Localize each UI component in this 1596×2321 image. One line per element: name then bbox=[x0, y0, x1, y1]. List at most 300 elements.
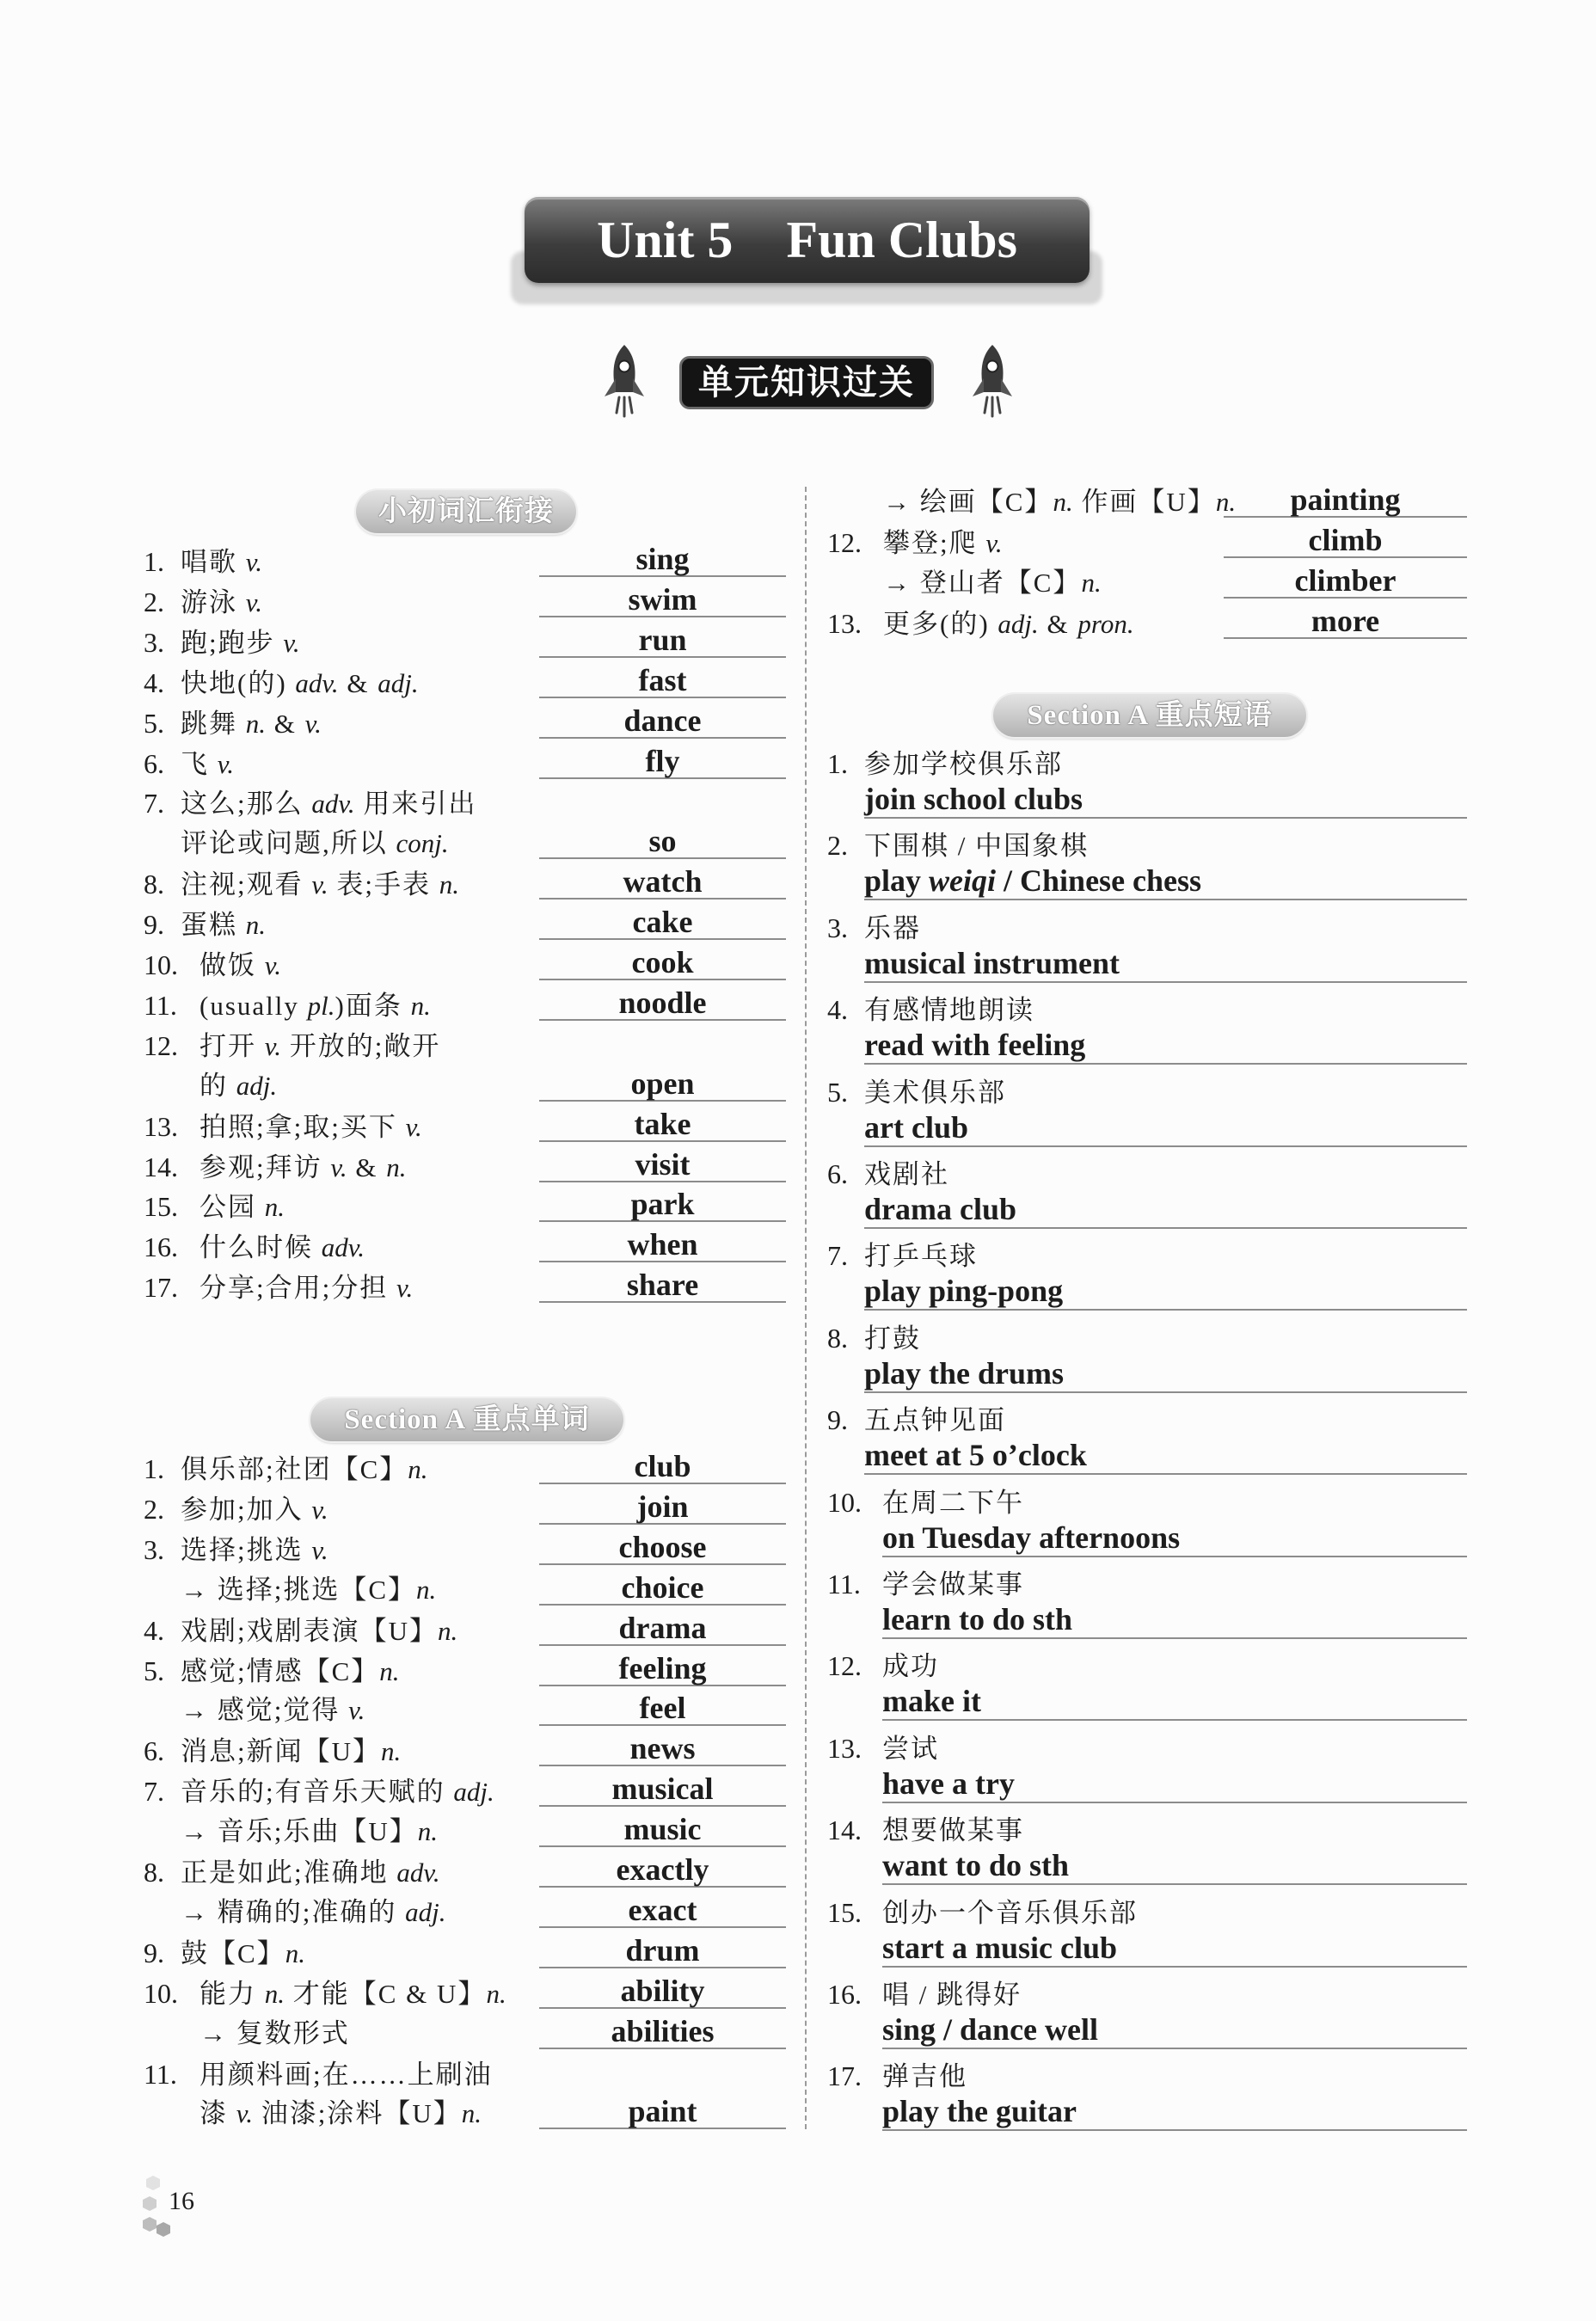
item-number: 8. bbox=[827, 1322, 848, 1354]
rocket-icon bbox=[597, 342, 652, 418]
part-of-speech: v. bbox=[396, 1273, 414, 1304]
item-number: 5. bbox=[144, 1655, 164, 1686]
vocab-row bbox=[144, 1892, 446, 1933]
part-of-speech: adv. bbox=[311, 789, 355, 820]
vocab-row bbox=[144, 1106, 422, 1147]
vocab-meaning bbox=[181, 749, 234, 779]
meaning-text: (usually bbox=[200, 990, 308, 1021]
meaning-text: → 精确的;准确的 bbox=[181, 1896, 406, 1927]
phrase-text: join school clubs bbox=[864, 782, 1083, 816]
phrase-chinese-row bbox=[827, 1071, 1006, 1113]
meaning-text: 注视;观看 bbox=[181, 869, 312, 900]
vocab-answer: more bbox=[1224, 603, 1467, 639]
item-number: 11. bbox=[827, 1569, 861, 1600]
vocab-meaning bbox=[200, 1071, 277, 1101]
phrase-answer bbox=[864, 861, 1467, 900]
part-of-speech: n. bbox=[1053, 487, 1073, 517]
item-number: 1. bbox=[144, 1453, 164, 1484]
phrase-text: read with feeling bbox=[864, 1028, 1086, 1063]
vocab-answer: so bbox=[539, 823, 786, 859]
phrase-chinese-row bbox=[827, 1809, 1024, 1851]
vocab-answer: climb bbox=[1224, 522, 1467, 558]
phrase-answer bbox=[882, 2091, 1467, 2131]
part-of-speech: n. bbox=[386, 1151, 407, 1182]
vocab-meaning bbox=[181, 587, 262, 617]
vocab-answer: swim bbox=[539, 581, 786, 617]
part-of-speech: v. bbox=[236, 2098, 253, 2129]
phrase-chinese-row bbox=[827, 1235, 978, 1276]
meaning-text: 用颜料画;在……上刷油 bbox=[200, 2059, 493, 2090]
part-of-speech: n. bbox=[285, 1937, 305, 1968]
phrase-text: weiqi bbox=[929, 863, 997, 899]
vocab-meaning bbox=[181, 628, 300, 658]
vocab-answer: exactly bbox=[539, 1851, 786, 1888]
vocab-meaning bbox=[181, 709, 322, 739]
vocab-meaning bbox=[181, 869, 459, 900]
phrase-chinese-row bbox=[827, 1153, 949, 1194]
item-number: 2. bbox=[827, 830, 848, 862]
phrase-meaning: 成功 bbox=[882, 1651, 939, 1682]
vocab-row bbox=[144, 944, 281, 986]
phrase-text: play the drums bbox=[864, 1355, 1065, 1391]
phrase-chinese-row bbox=[827, 1482, 1024, 1523]
vocab-meaning bbox=[181, 1857, 440, 1888]
meaning-text: 参观;拜访 bbox=[200, 1151, 331, 1182]
part-of-speech: adv. bbox=[396, 1857, 440, 1888]
meaning-text: 分享;合用;分担 bbox=[200, 1273, 396, 1304]
vocab-row bbox=[144, 1267, 413, 1308]
item-number: 7. bbox=[827, 1240, 848, 1272]
phrase-answer bbox=[864, 1189, 1467, 1229]
part-of-speech: adj. bbox=[998, 608, 1039, 639]
meaning-text: 公园 bbox=[200, 1192, 265, 1223]
part-of-speech: v. bbox=[311, 1534, 328, 1565]
vocab-answer: choose bbox=[539, 1529, 786, 1565]
column-divider bbox=[805, 487, 807, 2129]
item-number: 1. bbox=[827, 748, 848, 779]
part-of-speech: n. bbox=[486, 1978, 506, 2009]
phrase-answer bbox=[882, 1764, 1467, 1803]
part-of-speech: conj. bbox=[396, 828, 449, 859]
meaning-text: 能力 bbox=[200, 1978, 265, 2009]
phrase-chinese-row bbox=[827, 1399, 1006, 1440]
meaning-text: → 选择;挑选【C】 bbox=[181, 1574, 417, 1605]
meaning-text: 唱歌 bbox=[181, 547, 246, 577]
phrase-answer bbox=[864, 943, 1467, 983]
phrase-text: make it bbox=[882, 1684, 981, 1719]
phrase-answer bbox=[882, 1681, 1467, 1721]
meaning-text: 跳舞 bbox=[181, 708, 246, 739]
vocab-answer: open bbox=[539, 1065, 786, 1102]
vocab-answer: fast bbox=[539, 662, 786, 698]
meaning-text: 消息;新闻【U】 bbox=[181, 1736, 381, 1767]
item-number: 16. bbox=[827, 1979, 862, 2010]
vocab-row bbox=[827, 603, 1134, 644]
vocab-meaning bbox=[883, 609, 1134, 639]
item-number: 12. bbox=[827, 1650, 862, 1682]
vocab-meaning bbox=[181, 1777, 494, 1807]
vocab-row bbox=[144, 783, 476, 824]
phrase-answer bbox=[882, 2010, 1467, 2049]
vocab-answer: choice bbox=[539, 1569, 786, 1606]
vocab-meaning bbox=[883, 487, 1236, 517]
meaning-text: 选择;挑选 bbox=[181, 1534, 312, 1565]
part-of-speech: v. bbox=[304, 708, 322, 739]
item-number: 17. bbox=[144, 1272, 178, 1304]
rocket-icon bbox=[965, 342, 1020, 418]
vocab-answer: feeling bbox=[539, 1650, 786, 1686]
item-number: 5. bbox=[827, 1076, 848, 1108]
phrase-answer bbox=[882, 1518, 1467, 1557]
vocab-meaning bbox=[181, 1897, 446, 1927]
vocab-answer: watch bbox=[539, 863, 786, 900]
phrase-meaning: 弹吉他 bbox=[882, 2061, 967, 2092]
item-number: 14. bbox=[144, 1151, 178, 1182]
vocab-row bbox=[144, 1610, 457, 1651]
vocab-meaning bbox=[181, 1495, 328, 1525]
vocab-answer: when bbox=[539, 1226, 786, 1262]
meaning-text: 跑;跑步 bbox=[181, 627, 284, 658]
vocab-meaning bbox=[181, 1736, 401, 1766]
meaning-text: 打开 bbox=[200, 1030, 265, 1061]
part-of-speech: v. bbox=[264, 1030, 281, 1061]
part-of-speech: adj. bbox=[405, 1896, 446, 1927]
meaning-text: 表;手表 bbox=[328, 869, 439, 900]
vocab-answer: fly bbox=[539, 743, 786, 779]
meaning-text: 快地(的) bbox=[181, 667, 296, 698]
vocab-row bbox=[827, 562, 1102, 604]
item-number: 8. bbox=[144, 1857, 164, 1888]
vocab-answer: club bbox=[539, 1448, 786, 1484]
item-number: 10. bbox=[827, 1486, 862, 1518]
vocab-meaning bbox=[883, 568, 1102, 598]
vocab-answer: take bbox=[539, 1106, 786, 1142]
vocab-row bbox=[144, 703, 322, 744]
meaning-text: 飞 bbox=[181, 748, 218, 779]
vocab-meaning bbox=[181, 1454, 428, 1484]
vocab-row bbox=[144, 1851, 440, 1893]
item-number: 16. bbox=[144, 1231, 178, 1263]
item-number: 3. bbox=[144, 626, 164, 658]
meaning-text: 什么时候 bbox=[200, 1232, 322, 1263]
meaning-text: 才能【C & U】 bbox=[285, 1978, 487, 2009]
part-of-speech: v. bbox=[217, 748, 234, 779]
item-number: 10. bbox=[144, 1977, 178, 2009]
phrase-meaning: 唱 / 跳得好 bbox=[882, 1980, 1022, 2010]
meaning-text: 拍照;拿;取;买下 bbox=[200, 1111, 406, 1142]
item-number: 11. bbox=[144, 2058, 177, 2090]
phrase-meaning: 想要做某事 bbox=[882, 1815, 1024, 1846]
vocab-answer: sing bbox=[539, 541, 786, 577]
vocab-meaning bbox=[200, 2060, 493, 2090]
vocab-meaning bbox=[181, 910, 266, 940]
part-of-speech: n. bbox=[408, 1454, 428, 1484]
phrase-text: want to do sth bbox=[882, 1848, 1070, 1883]
part-of-speech: v. bbox=[348, 1695, 365, 1726]
item-number: 6. bbox=[827, 1158, 848, 1189]
vocab-row bbox=[144, 1226, 365, 1268]
phrase-meaning: 乐器 bbox=[864, 912, 921, 943]
phrase-chinese-row bbox=[827, 1563, 1024, 1605]
item-number: 17. bbox=[827, 2060, 862, 2092]
meaning-text: & bbox=[266, 708, 305, 739]
vocab-meaning bbox=[200, 2018, 350, 2048]
part-of-speech: n. bbox=[379, 1655, 400, 1686]
meaning-text: 更多(的) bbox=[883, 608, 998, 639]
meaning-text: 蛋糕 bbox=[181, 910, 246, 941]
phrase-text: on Tuesday afternoons bbox=[882, 1520, 1181, 1555]
phrase-chinese-row bbox=[827, 1728, 939, 1769]
part-of-speech: adj. bbox=[378, 667, 419, 698]
vocab-answer: share bbox=[539, 1267, 786, 1303]
phrase-answer bbox=[882, 1928, 1467, 1968]
item-number: 7. bbox=[144, 1776, 164, 1808]
meaning-text: 的 bbox=[200, 1070, 236, 1101]
vocab-row bbox=[144, 1690, 365, 1731]
vocab-row bbox=[144, 2013, 350, 2054]
meaning-text: 参加;加入 bbox=[181, 1494, 312, 1525]
phrase-chinese-row bbox=[827, 1892, 1138, 1933]
item-number: 6. bbox=[144, 747, 164, 779]
phrase-meaning: 戏剧社 bbox=[864, 1159, 949, 1189]
part-of-speech: n. bbox=[264, 1192, 285, 1223]
vocab-row bbox=[144, 1186, 285, 1227]
phrase-text: play bbox=[864, 863, 930, 899]
vocab-answer: paint bbox=[539, 2093, 786, 2129]
phrase-meaning: 下围棋 / 中国象棋 bbox=[864, 831, 1090, 862]
phrase-meaning: 参加学校俱乐部 bbox=[864, 749, 1063, 779]
vocab-meaning bbox=[200, 1031, 440, 1061]
part-of-speech: v. bbox=[405, 1111, 422, 1142]
part-of-speech: n. bbox=[417, 1816, 438, 1847]
phrase-text: sing / dance well bbox=[882, 2012, 1099, 2047]
phrase-text: learn to do sth bbox=[882, 1602, 1073, 1636]
vocab-answer: feel bbox=[539, 1690, 786, 1726]
vocab-row bbox=[144, 863, 459, 905]
vocab-meaning bbox=[181, 1616, 457, 1646]
vocab-meaning bbox=[200, 1152, 406, 1182]
part-of-speech: adv. bbox=[321, 1232, 365, 1263]
meaning-text: 感觉;情感【C】 bbox=[181, 1655, 380, 1686]
item-number: 4. bbox=[144, 666, 164, 698]
vocab-row bbox=[144, 823, 449, 864]
meaning-text: 做饭 bbox=[200, 950, 265, 980]
vocab-row bbox=[144, 1065, 277, 1107]
vocab-meaning bbox=[181, 789, 476, 819]
vocab-answer: park bbox=[539, 1186, 786, 1222]
item-number: 1. bbox=[144, 546, 164, 577]
item-number: 5. bbox=[144, 707, 164, 739]
meaning-text: → 感觉;觉得 bbox=[181, 1695, 349, 1726]
phrase-chinese-row bbox=[827, 825, 1089, 866]
item-number: 15. bbox=[827, 1896, 862, 1928]
part-of-speech: adv. bbox=[295, 667, 339, 698]
part-of-speech: n. bbox=[461, 2098, 482, 2129]
item-number: 4. bbox=[827, 994, 848, 1026]
meaning-text: → 登山者【C】 bbox=[883, 567, 1082, 598]
vocab-row bbox=[144, 662, 419, 703]
vocab-answer: drama bbox=[539, 1610, 786, 1646]
phrase-chinese-row bbox=[827, 743, 1063, 784]
vocab-meaning bbox=[181, 668, 419, 698]
vocab-answer: cook bbox=[539, 944, 786, 980]
vocab-meaning bbox=[883, 528, 1003, 558]
meaning-text: 音乐的;有音乐天赋的 bbox=[181, 1777, 454, 1808]
part-of-speech: n. bbox=[1215, 487, 1237, 517]
vocab-row bbox=[144, 622, 300, 663]
phrase-meaning: 打鼓 bbox=[864, 1323, 921, 1354]
part-of-speech: pl. bbox=[307, 990, 335, 1021]
phrase-meaning: 打乒乓球 bbox=[864, 1241, 978, 1272]
phrase-answer bbox=[864, 779, 1467, 819]
meaning-text: )面条 bbox=[335, 990, 411, 1021]
vocab-answer: abilities bbox=[539, 2013, 786, 2049]
phrase-meaning: 有感情地朗读 bbox=[864, 995, 1034, 1026]
part-of-speech: v. bbox=[311, 869, 328, 900]
meaning-text: 游泳 bbox=[181, 586, 246, 617]
phrase-answer bbox=[864, 1435, 1467, 1475]
part-of-speech: pron. bbox=[1077, 608, 1134, 639]
phrase-answer bbox=[882, 1845, 1467, 1885]
item-number: 14. bbox=[827, 1814, 862, 1846]
vocab-row bbox=[144, 985, 431, 1026]
meaning-text: 漆 bbox=[200, 2098, 236, 2129]
phrase-answer bbox=[864, 1354, 1467, 1393]
meaning-text: & bbox=[338, 667, 378, 698]
phrase-chinese-row bbox=[827, 1645, 939, 1686]
vocab-meaning bbox=[181, 1575, 436, 1605]
phrase-meaning: 美术俱乐部 bbox=[864, 1077, 1006, 1108]
item-number: 3. bbox=[144, 1533, 164, 1565]
unit-name: Fun Clubs bbox=[786, 211, 1017, 268]
phrase-chinese-row bbox=[827, 2055, 967, 2097]
vocab-meaning bbox=[181, 1695, 365, 1725]
vocab-meaning bbox=[181, 1656, 400, 1686]
vocab-row bbox=[827, 522, 1003, 563]
vocab-meaning bbox=[181, 1938, 305, 1968]
section-header-section-a-phrases: Section A 重点短语 bbox=[993, 694, 1306, 737]
section-subtitle: 单元知识过关 bbox=[679, 356, 934, 409]
meaning-text: 鼓【C】 bbox=[181, 1937, 285, 1968]
item-number: 11. bbox=[144, 989, 177, 1021]
vocab-row bbox=[144, 1973, 506, 2014]
vocab-row bbox=[144, 1811, 438, 1852]
vocab-meaning bbox=[200, 991, 431, 1021]
item-number: 6. bbox=[144, 1735, 164, 1767]
vocab-row bbox=[144, 1489, 328, 1530]
item-number: 9. bbox=[827, 1404, 848, 1436]
phrase-text: have a try bbox=[882, 1765, 1015, 1801]
meaning-text: 作画【U】 bbox=[1072, 487, 1216, 517]
vocab-answer: join bbox=[539, 1489, 786, 1525]
phrase-text: play the guitar bbox=[882, 2094, 1077, 2129]
meaning-text: 正是如此;准确地 bbox=[181, 1857, 397, 1888]
part-of-speech: adj. bbox=[236, 1070, 278, 1101]
vocab-row bbox=[144, 1569, 436, 1611]
vocab-meaning bbox=[181, 547, 262, 577]
vocab-meaning bbox=[200, 1232, 365, 1262]
meaning-text: → 音乐;乐曲【U】 bbox=[181, 1816, 418, 1847]
meaning-text: 开放的;敞开 bbox=[280, 1030, 441, 1061]
part-of-speech: v. bbox=[330, 1151, 347, 1182]
phrase-text: meet at 5 o’clock bbox=[864, 1438, 1087, 1473]
item-number: 13. bbox=[827, 1732, 862, 1764]
part-of-speech: n. bbox=[439, 869, 459, 900]
item-number: 9. bbox=[144, 909, 164, 941]
vocab-row bbox=[144, 2093, 482, 2134]
part-of-speech: n. bbox=[1081, 567, 1102, 598]
part-of-speech: v. bbox=[283, 627, 300, 658]
meaning-text: 攀登;爬 bbox=[883, 527, 986, 558]
meaning-text: 这么;那么 bbox=[181, 789, 312, 820]
vocab-meaning bbox=[200, 1273, 413, 1303]
vocab-answer: drum bbox=[539, 1932, 786, 1968]
vocab-answer: dance bbox=[539, 703, 786, 739]
phrase-text: art club bbox=[864, 1109, 968, 1145]
phrase-text: play ping-pong bbox=[864, 1274, 1064, 1309]
vocab-row bbox=[144, 1529, 328, 1570]
meaning-text: 评论或问题,所以 bbox=[181, 828, 396, 859]
vocab-meaning bbox=[200, 950, 281, 980]
item-number: 15. bbox=[144, 1191, 178, 1223]
phrase-meaning: 五点钟见面 bbox=[864, 1405, 1006, 1436]
part-of-speech: adj. bbox=[453, 1777, 494, 1808]
phrase-meaning: 尝试 bbox=[882, 1733, 939, 1764]
item-number: 7. bbox=[144, 788, 164, 820]
page-number: 16 bbox=[169, 2187, 194, 2215]
part-of-speech: n. bbox=[381, 1736, 402, 1767]
vocab-row bbox=[144, 1650, 400, 1692]
vocab-answer: exact bbox=[539, 1892, 786, 1928]
vocab-answer: cake bbox=[539, 904, 786, 940]
part-of-speech: n. bbox=[410, 990, 431, 1021]
phrase-text: musical instrument bbox=[864, 945, 1120, 980]
item-number: 13. bbox=[144, 1110, 178, 1142]
vocab-answer: climber bbox=[1224, 562, 1467, 599]
phrase-text: start a music club bbox=[882, 1930, 1117, 1965]
meaning-text: → 绘画【C】 bbox=[883, 487, 1053, 517]
phrase-answer bbox=[864, 1271, 1467, 1311]
section-header-section-a-words: Section A 重点单词 bbox=[310, 1398, 623, 1441]
part-of-speech: v. bbox=[311, 1494, 328, 1525]
unit-title-banner bbox=[525, 197, 1090, 283]
vocab-row bbox=[144, 1932, 305, 1974]
meaning-text: 用来引出 bbox=[354, 789, 477, 820]
vocab-meaning bbox=[181, 828, 449, 858]
part-of-speech: n. bbox=[264, 1978, 285, 2009]
section-header-primary-vocab: 小初词汇衔接 bbox=[356, 490, 576, 533]
meaning-text: → 复数形式 bbox=[200, 2017, 350, 2048]
meaning-text: 油漆;涂料【U】 bbox=[252, 2098, 462, 2129]
vocab-row bbox=[144, 581, 262, 623]
vocab-row bbox=[144, 2054, 493, 2095]
vocab-meaning bbox=[181, 1816, 438, 1846]
vocab-row bbox=[144, 1025, 440, 1066]
vocab-row bbox=[144, 904, 266, 945]
item-number: 4. bbox=[144, 1614, 164, 1646]
phrase-chinese-row bbox=[827, 989, 1034, 1030]
item-number: 3. bbox=[827, 912, 848, 943]
part-of-speech: n. bbox=[245, 708, 266, 739]
meaning-text: 俱乐部;社团【C】 bbox=[181, 1454, 408, 1484]
item-number: 2. bbox=[144, 586, 164, 617]
part-of-speech: n. bbox=[438, 1615, 458, 1646]
vocab-answer: news bbox=[539, 1730, 786, 1766]
vocab-answer: noodle bbox=[539, 985, 786, 1021]
phrase-answer bbox=[882, 1600, 1467, 1639]
part-of-speech: v. bbox=[985, 527, 1003, 558]
item-number: 12. bbox=[144, 1029, 178, 1061]
